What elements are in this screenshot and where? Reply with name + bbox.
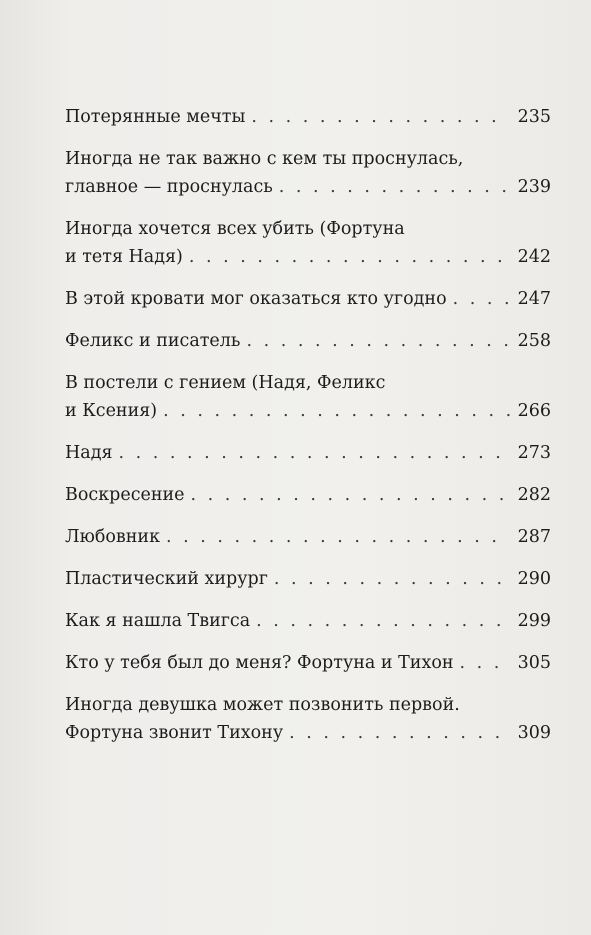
toc-page-number: 305 [517,653,551,673]
toc-entry [65,439,551,467]
dot-leader [274,565,510,593]
toc-entry-title: В постели с гением (Надя, Феликс [65,373,386,393]
toc-line [65,215,551,243]
toc-entry [65,145,551,201]
toc-entry [65,285,551,313]
toc-entry-title-continued: и тетя Надя) [65,247,183,267]
toc-page-number: 266 [517,401,551,421]
toc-entry-title: Иногда хочется всех убить (Фортуна [65,219,405,239]
dot-leader [251,103,509,131]
toc-entry-title: Воскресение [65,485,185,505]
table-of-contents [65,103,551,761]
dot-leader [166,523,510,551]
dot-leader [279,173,510,201]
toc-line [65,103,551,131]
toc-line [65,523,551,551]
toc-page-number: 239 [517,177,551,197]
toc-page-number: 235 [517,107,551,127]
toc-page-number: 287 [517,527,551,547]
toc-line [65,691,551,719]
toc-entry [65,327,551,355]
toc-entry [65,565,551,593]
dot-leader [256,607,509,635]
toc-entry [65,607,551,635]
toc-entry [65,369,551,425]
toc-page-number: 247 [517,289,551,309]
toc-line [65,719,551,747]
toc-line [65,173,551,201]
toc-entry [65,691,551,747]
dot-leader [119,439,510,467]
toc-line [65,327,551,355]
dot-leader [289,719,509,747]
toc-page-number: 290 [517,569,551,589]
dot-leader [189,243,510,271]
toc-entry-title: В этой кровати мог оказаться кто угодно [65,289,447,309]
toc-line [65,397,551,425]
toc-line [65,565,551,593]
dot-leader [191,481,510,509]
toc-entry [65,649,551,677]
toc-line [65,649,551,677]
toc-page-number: 299 [517,611,551,631]
dot-leader [460,649,510,677]
dot-leader [246,327,509,355]
toc-entry-title: Феликс и писатель [65,331,241,351]
toc-entry-title: Иногда девушка может позвонить первой. [65,695,460,715]
toc-entry-title: Надя [65,443,113,463]
dot-leader [453,285,510,313]
toc-entry-title: Кто у тебя был до меня? Фортуна и Тихон [65,653,454,673]
toc-entry [65,481,551,509]
toc-entry-title-continued: и Ксения) [65,401,158,421]
toc-entry-title: Потерянные мечты [65,107,246,127]
toc-entry-title: Как я нашла Твигса [65,611,251,631]
toc-line [65,369,551,397]
toc-page-number: 273 [517,443,551,463]
toc-entry [65,103,551,131]
toc-entry-title-continued: главное — проснулась [65,177,273,197]
dot-leader [163,397,509,425]
toc-entry [65,215,551,271]
toc-page-number: 242 [517,247,551,267]
toc-line [65,607,551,635]
toc-line [65,439,551,467]
toc-line [65,481,551,509]
toc-page-number: 258 [517,331,551,351]
toc-line [65,145,551,173]
toc-entry-title: Любовник [65,527,161,547]
toc-page-number: 282 [517,485,551,505]
toc-page-number: 309 [517,723,551,743]
toc-entry-title-continued: Фортуна звонит Тихону [65,723,284,743]
toc-line [65,243,551,271]
toc-entry-title: Пластический хирург [65,569,268,589]
toc-entry [65,523,551,551]
toc-entry-title: Иногда не так важно с кем ты проснулась, [65,149,464,169]
toc-line [65,285,551,313]
